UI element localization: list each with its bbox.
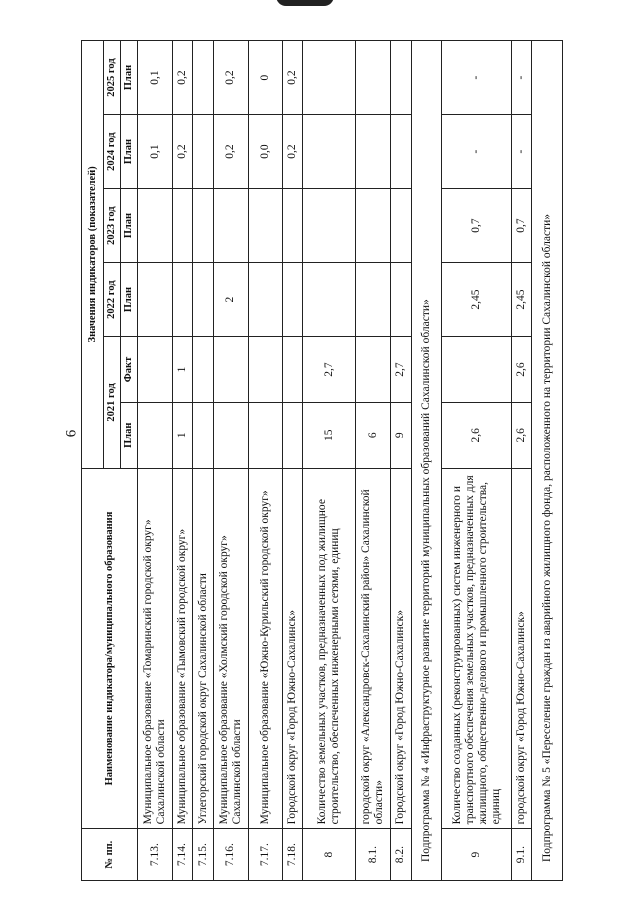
value-cell — [248, 189, 282, 263]
section-row — [411, 41, 442, 881]
value-cell: 2 — [213, 263, 248, 337]
indicator-name: Количество созданных (реконструированных) систем инженерного и транспортного обеспечения земельных участков, предназначенных для жилищного, общественно-делового и промышленного строительства, единиц — [442, 468, 512, 829]
value-cell — [282, 263, 302, 337]
plan-header: План — [121, 189, 138, 263]
value-cell — [213, 402, 248, 468]
value-cell: 0,2 — [282, 115, 302, 189]
value-cell: 0 — [248, 41, 282, 115]
value-cell: 0,2 — [213, 115, 248, 189]
value-cell — [248, 263, 282, 337]
value-cell — [356, 337, 391, 403]
value-cell: 0,0 — [248, 115, 282, 189]
value-cell — [303, 41, 356, 115]
indicators-table — [81, 40, 563, 881]
table-row — [391, 41, 411, 881]
value-cell: 2,6 — [512, 337, 532, 403]
table-row — [282, 41, 302, 881]
value-cell: 2,45 — [442, 263, 512, 337]
year-header: 2023 год — [104, 189, 121, 263]
value-cell: 2,45 — [512, 263, 532, 337]
table-row — [138, 41, 173, 881]
value-cell: - — [512, 115, 532, 189]
value-cell — [356, 115, 391, 189]
value-cell: - — [442, 115, 512, 189]
value-cell: 0,7 — [512, 189, 532, 263]
value-cell: 9 — [391, 402, 411, 468]
row-number: 7.14. — [173, 829, 193, 881]
year-header: 2024 год — [104, 115, 121, 189]
value-cell: 0,2 — [213, 41, 248, 115]
row-number: 8 — [303, 829, 356, 881]
value-cell — [213, 189, 248, 263]
value-cell: 1 — [173, 337, 193, 403]
value-cell — [356, 189, 391, 263]
value-cell: 0,1 — [138, 41, 173, 115]
value-cell — [282, 337, 302, 403]
plan-header: План — [121, 263, 138, 337]
value-cell — [442, 337, 512, 403]
value-cell — [193, 263, 213, 337]
value-cell — [303, 263, 356, 337]
row-number: 7.16. — [213, 829, 248, 881]
value-cell — [193, 402, 213, 468]
value-cell — [391, 263, 411, 337]
row-number: 9 — [442, 829, 512, 881]
plan-header: План — [121, 115, 138, 189]
col-header-num: № пп. — [82, 829, 138, 881]
table-row — [193, 41, 213, 881]
value-cell — [248, 337, 282, 403]
value-cell — [138, 402, 173, 468]
value-cell — [138, 263, 173, 337]
table-body — [138, 41, 563, 881]
value-cell: 0,7 — [442, 189, 512, 263]
value-cell: 1 — [173, 402, 193, 468]
table-row — [173, 41, 193, 881]
row-number: 7.17. — [248, 829, 282, 881]
value-cell: 15 — [303, 402, 356, 468]
value-cell — [173, 263, 193, 337]
page-number: 6 — [63, 429, 80, 438]
value-cell: 2,6 — [512, 402, 532, 468]
indicator-name: Муниципальное образование «Тымовский городской округ» — [173, 468, 193, 829]
row-number: 8.2. — [391, 829, 411, 881]
fact-header: Факт — [121, 337, 138, 403]
value-cell — [193, 337, 213, 403]
value-cell — [138, 189, 173, 263]
value-cell: 2,6 — [442, 402, 512, 468]
indicator-name: Количество земельных участков, предназначенных под жилищное строительство, обеспеченных инженерными сетями, единиц — [303, 468, 356, 829]
value-cell — [303, 189, 356, 263]
indicator-name: городской округ «Город Южно-Сахалинск» — [512, 468, 532, 829]
table-row — [442, 41, 512, 881]
row-number: 9.1. — [512, 829, 532, 881]
table-row — [213, 41, 248, 881]
value-cell — [303, 115, 356, 189]
value-cell — [248, 402, 282, 468]
value-cell: - — [512, 41, 532, 115]
plan-header: План — [121, 402, 138, 468]
table-row — [248, 41, 282, 881]
year-header: 2022 год — [104, 263, 121, 337]
indicator-name: Муниципальное образование «Холмский городской округ» Сахалинской области — [213, 468, 248, 829]
col-header-name: Наименование индикатора/муниципального образования — [82, 468, 138, 829]
value-cell: 6 — [356, 402, 391, 468]
value-cell — [138, 337, 173, 403]
value-cell: 0,2 — [173, 115, 193, 189]
scan-mark — [276, 0, 334, 6]
value-cell: - — [442, 41, 512, 115]
indicator-name: Муниципальное образование «Томаринский городской округ» Сахалинской области — [138, 468, 173, 829]
value-cell — [193, 115, 213, 189]
table-row — [512, 41, 532, 881]
indicator-name: Городской округ «Город Южно-Сахалинск» — [391, 468, 411, 829]
row-number: 7.13. — [138, 829, 173, 881]
row-number: 7.18. — [282, 829, 302, 881]
table-row — [356, 41, 391, 881]
row-number: 8.1. — [356, 829, 391, 881]
value-cell: 2,7 — [303, 337, 356, 403]
value-cell — [193, 41, 213, 115]
plan-header: План — [121, 41, 138, 115]
value-cell: 0,2 — [282, 41, 302, 115]
value-cell — [282, 189, 302, 263]
indicator-name: Муниципальное образование «Южно-Курильский городской округ» — [248, 468, 282, 829]
value-cell — [356, 263, 391, 337]
year-header: 2025 год — [104, 41, 121, 115]
section-row — [532, 41, 563, 881]
row-number: 7.15. — [193, 829, 213, 881]
indicator-name: Городской округ «Город Южно-Сахалинск» — [282, 468, 302, 829]
indicator-name: Углегорский городской округ Сахалинской области — [193, 468, 213, 829]
value-cell — [282, 402, 302, 468]
value-cell — [391, 189, 411, 263]
section-title: Подпрограмма № 4 «Инфраструктурное развитие территорий муниципальных образований Сахалинской области» — [411, 41, 442, 881]
section-title: Подпрограмма № 5 «Переселение граждан из аварийного жилищного фонда, расположенного на территории Сахалинской области» — [532, 41, 563, 881]
value-cell — [213, 337, 248, 403]
value-cell — [391, 115, 411, 189]
value-cell: 0,1 — [138, 115, 173, 189]
indicator-name: городской округ «Александровск-Сахалинский район» Сахалинской области» — [356, 468, 391, 829]
value-cell — [193, 189, 213, 263]
value-cell — [356, 41, 391, 115]
value-cell: 0,2 — [173, 41, 193, 115]
col-header-group: Значения индикаторов (показателей) — [82, 41, 104, 469]
table-row — [303, 41, 356, 881]
value-cell — [173, 189, 193, 263]
value-cell — [391, 41, 411, 115]
rotated-table-container — [81, 40, 563, 881]
year-header: 2021 год — [104, 337, 121, 469]
value-cell: 2,7 — [391, 337, 411, 403]
